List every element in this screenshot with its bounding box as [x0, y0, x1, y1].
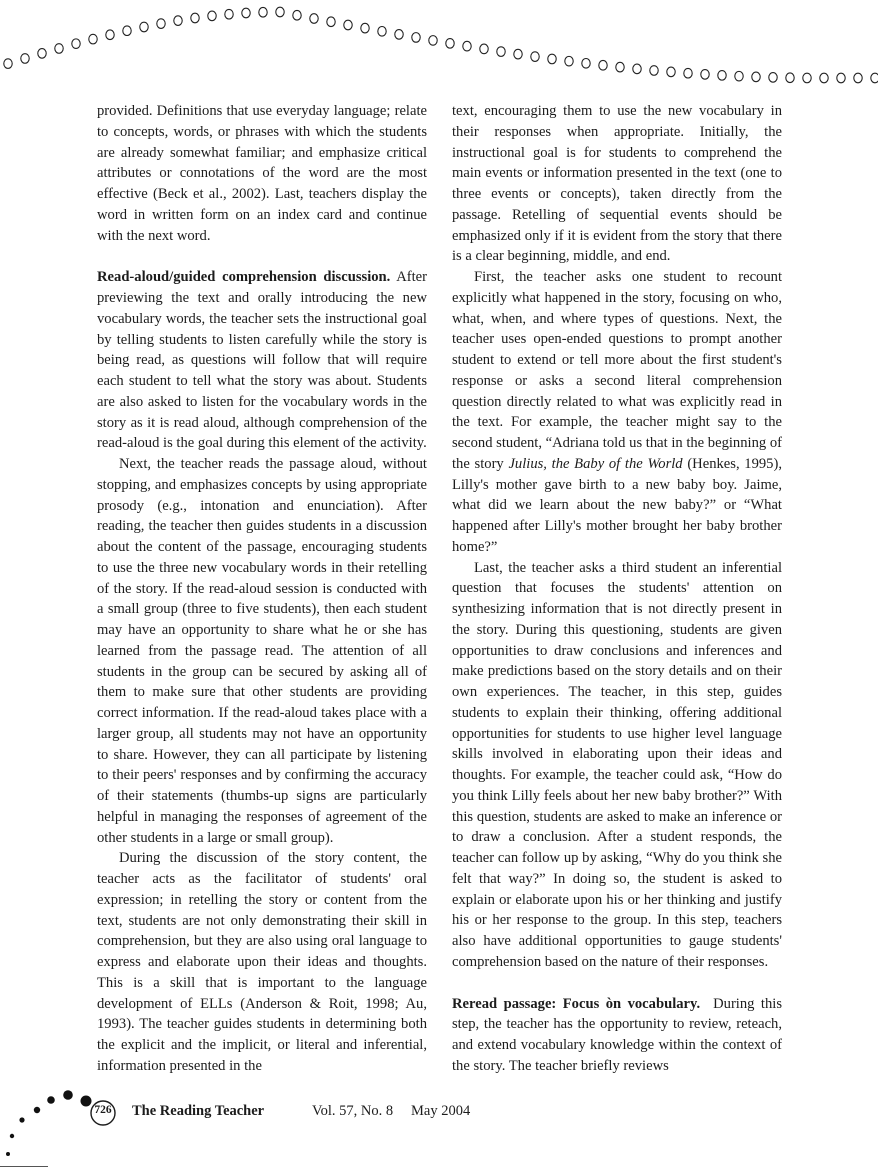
- paragraph: Next, the teacher reads the passage aloud, without stopping, and emphasizes concepts by using appropriate prosody (e.g., intonation and enunciation). After reading, the teacher then guides students in a discussion about the content of the passage, encouraging students to use the three new vocabulary words in their retelling of the story. If the read-aloud session is conducted with a small group (three to five students), then each student may have an opportunity to share what he or she has learned from the passage read. The attention of all students in the group can be secured by asking all of them to make sure that other students are providing correct information. If the read-aloud takes place with a larger group, all students may not have an opportunity to share. However, they can all participate by listening to their peers' responses and by confirming the accuracy of their statements (thumbs-up signs are particularly helpful in managing the responses of agreement of the other students in a large or small group).: [97, 456, 427, 846]
- section-heading: Reread passage: Focus òn vocabulary.: [452, 995, 701, 1012]
- paragraph: text, encouraging them to use the new vocabulary in their responses when appropriate. Initially, the instructional goal is for students to comprehend the main events or information presented in the text (one to three events or concepts), taken directly from the passage. Retelling of sequential events should be emphasized only if it is evident from the story that there is a clear beginning, middle, and end.: [452, 103, 782, 265]
- paragraph-text: (Henkes, 1995), Lilly's mother gave birth to a new baby boy. Jaime, what did we learn about the new baby?” or “What happened after Lilly's mother brought her baby brother home?”: [452, 455, 782, 555]
- page-number: 726: [94, 1104, 112, 1116]
- section-gap: [452, 973, 782, 994]
- paragraph: During the discussion of the story content, the teacher acts as the facilitator of students' oral expression; in retelling the story or content from the text, students are not only demonstrating their skill in comprehension, but they are also using oral language to express and elaborate upon their ideas and thoughts. This is a skill that is important to the language development of ELLs (Anderson & Roit, 1998; Au, 1993). The teacher guides students in determining both the explicit and the implicit, or literal and inferential, information presented in the: [97, 850, 427, 1074]
- bottom-rule: [0, 1166, 48, 1167]
- paragraph-text: During this step, the teacher has the opportunity to review, reteach, and extend vocabulary knowledge within the context of the story. The teacher briefly reviews: [452, 995, 783, 1074]
- decorative-ring-border: [0, 0, 878, 90]
- paragraph: Last, the teacher asks a third student an inferential question that focuses the students' attention on synthesizing information that is not directly present in the story. During this questioning, students are given opportunities to draw conclusions and inferences and make predictions based on the story details and on their own experiences. The teacher, in this step, guides students to explain their thinking, offering additional opportunities for students to use higher level language skills involved in elaborating upon their ideas and thoughts. For example, the teacher could ask, “How do you think Lilly feels about her new baby brother?” With this question, students are asked to make an inference or to draw a conclusion. After a student responds, the teacher can follow up by asking, “Why do you think she felt that way?” In doing so, the student is asked to explain or elaborate upon his or her thinking and justify his or her response to the group. In this step, teachers also have additional opportunities to gauge students' comprehension based on the nature of their responses.: [452, 559, 782, 970]
- section-heading: Read-aloud/guided comprehension discussion.: [97, 269, 391, 286]
- left-column: [97, 101, 427, 1077]
- journal-name: The Reading Teacher: [132, 1103, 265, 1119]
- section-paragraph: [97, 267, 427, 454]
- page-footer: [0, 1080, 878, 1170]
- paragraph: provided. Definitions that use everyday language; relate to concepts, words, or phrases with which the students are already somewhat familiar; and emphasize critical attributes or connotations of the word are the most effective (Beck et al., 2002). Last, teachers display the word in written form on an index card and continue with the next word.: [97, 103, 427, 244]
- paragraph: [452, 267, 782, 558]
- right-column: [452, 101, 782, 1077]
- section-paragraph: [452, 994, 782, 1077]
- book-title: Julius, the Baby of the World: [508, 455, 683, 472]
- paragraph-text: After previewing the text and orally introducing the new vocabulary words, the teacher sets the instructional goal by telling students to listen carefully while the story is being read, as questions will follow that will require each student to tell what the story was about. Students are also asked to listen for the vocabulary words in the story as it is read aloud, although comprehension of the read-aloud is the goal during this element of the activity.: [97, 269, 427, 452]
- volume-issue: Vol. 57, No. 8: [312, 1103, 394, 1119]
- issue-date: May 2004: [411, 1103, 471, 1119]
- paragraph-text: First, the teacher asks one student to recount explicitly what happened in the story, focusing on who, what, when, and where types of questions. Next, the teacher uses open-ended questions to prompt another student to extend or tell more about the first student's response or asks a second literal comprehension question directly related to what was explicitly read in the text. For example, the teacher might say to the second student, “Adriana told us that in the beginning of the story: [452, 269, 782, 472]
- section-gap: [97, 246, 427, 267]
